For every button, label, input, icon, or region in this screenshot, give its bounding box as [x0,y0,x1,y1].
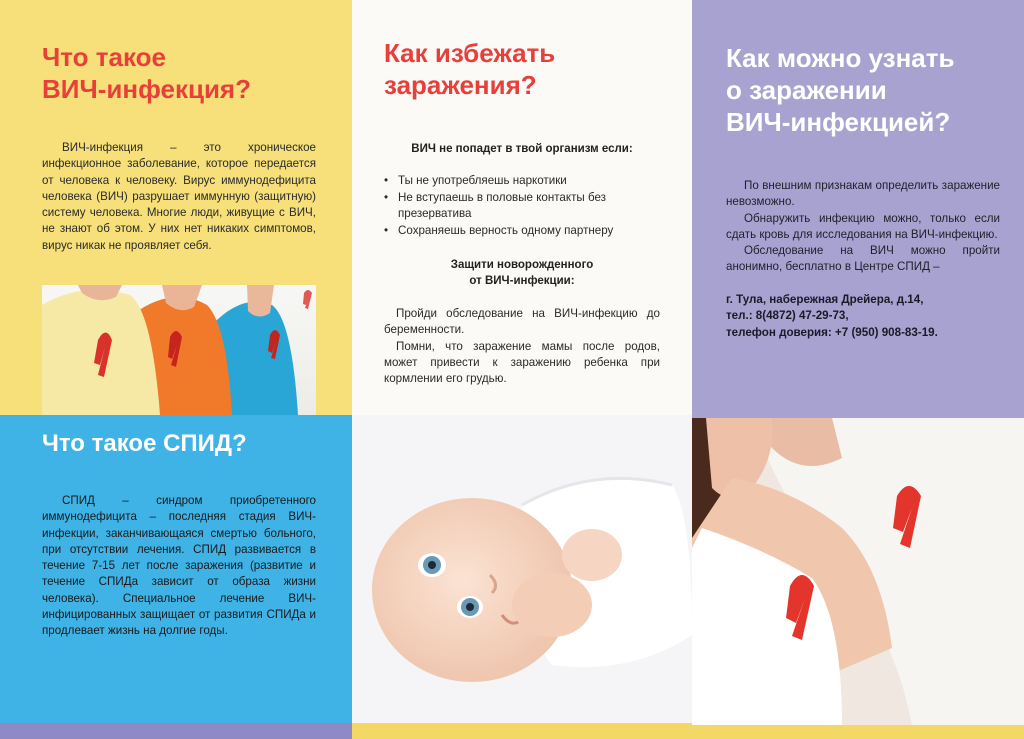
address: г. Тула, набережная Дрейера, д.14, [726,293,924,306]
prevention-list [382,173,682,239]
decorative-strip [692,725,1024,739]
panel-detection [692,0,1024,418]
decorative-strip [352,723,692,739]
hotline: телефон доверия: +7 (950) 908-83-19. [726,325,938,339]
detection-title: Как можно узнать о заражении ВИЧ-инфекцией? [726,43,955,137]
list-item: • Сохраняешь верность одному партнеру [382,223,682,240]
people-with-ribbons-photo [42,285,316,415]
panel-prevention [352,0,692,415]
newborn-advice: Пройди обследование на ВИЧ-инфекцию до беременности. Помни, что заражение мамы после родов, может привести к заражению ребенка при кормлении его грудью. [384,307,660,386]
prevention-subhead: ВИЧ не попадет в твой организм если: [411,143,633,155]
phone: тел.: 8(4872) 47-29-73, [726,309,849,323]
list-item: • Не вступаешь в половые контакты без презерватива [382,190,682,223]
panel-what-is-aids [0,415,352,739]
aids-title: Что такое СПИД? [42,430,247,457]
baby-photo [352,415,692,739]
newborn-subhead: Защити новорожденного от ВИЧ-инфекции: [450,259,594,287]
hiv-title: Что такое ВИЧ-инфекция? [42,42,251,104]
aids-description: СПИД – синдром приобретенного иммунодефицита – последняя стадия ВИЧ-инфекции, заканчивающаяся смертью больного, при отсутствии лечения. СПИД развивается в течение 7-15 лет после заражения (развитие и течение СПИДа зависит от образа жизни человека). Специальное лечение ВИЧ-инфицированных защищает от развития СПИДа и продлевает жизнь на долгие годы. [42,494,316,638]
decorative-strip [0,723,352,739]
list-item: • Ты не употребляешь наркотики [382,173,682,190]
detection-description: По внешним признакам определить заражение невозможно. Обнаружить инфекцию можно, только если сдать кровь для исследования на ВИЧ-инфекцию. Обследование на ВИЧ можно пройти анонимно, бесплатно в Центре СПИД – [726,179,1000,274]
hiv-description: ВИЧ-инфекция – это хроническое инфекционное заболевание, которое передается от человека к человеку. Вирус иммунодефицита человека (ВИЧ) разрушает иммунную (защитную) систему человека. Многие люди, живущие с ВИЧ, не знают об этом. У них нет никаких симптомов, вирус никак не проявляет себя. [42,141,316,252]
prevention-title: Как избежать заражения? [384,38,556,100]
aids-center-contacts [726,292,1016,341]
panel-what-is-hiv [0,0,352,415]
couple-photo [692,418,1024,739]
